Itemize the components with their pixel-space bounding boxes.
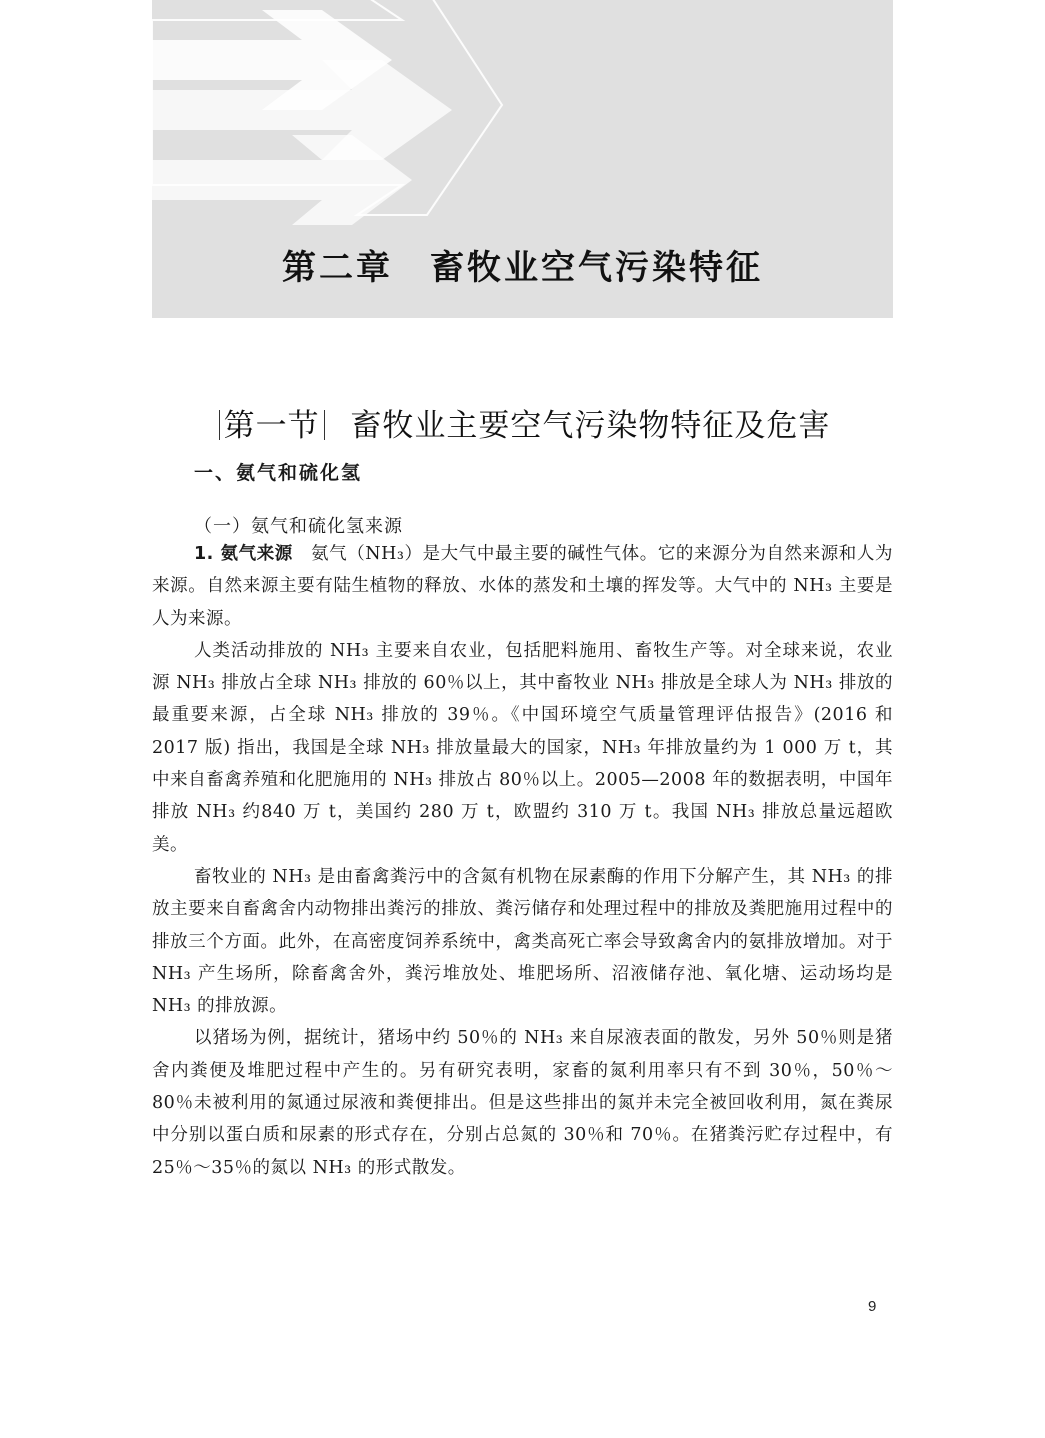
sub-subsection-heading: （一）氨气和硫化氢来源 [194, 516, 403, 537]
paragraph: 以猪场为例，据统计，猪场中约 50％的 NH₃ 来自尿液表面的散发，另外 50％则是猪舍内粪便及堆肥过程中产生的。另有研究表明，家畜的氮利用率只有不到 30％，50％～80％未被利用的氮通过尿液和粪便排出。但是这些排出的氮并未完全被回收利用，氮在粪尿中分别以蛋白质和尿素的形式存在，分别占总氮的 30％和 70％。在猪粪污贮存过程中，有 25％～35％的氮以 NH₃ 的形式散发。 [152, 1028, 893, 1178]
chapter-title: 第二章 畜牧业空气污染特征 [282, 248, 763, 288]
paragraph: 人类活动排放的 NH₃ 主要来自农业，包括肥料施用、畜牧生产等。对全球来说，农业源 NH₃ 排放占全球 NH₃ 排放的 60％以上，其中畜牧业 NH₃ 排放是全球人为 NH₃ 排放的最重要来源，占全球 NH₃ 排放的 39％。《中国环境空气质量管理评估报告》(2016 和 2017 版) 指出，我国是全球 NH₃ 排放量最大的国家，NH₃ 年排放量约为 1 000 万 t，其中来自畜禽养殖和化肥施用的 NH₃ 排放占 80％以上。2005—2008 年的数据表明，中国年排放 NH₃ 约840 万 t，美国约 280 万 t，欧盟约 310 万 t。我国 NH₃ 排放总量远超欧美。 [152, 640, 893, 855]
section-label: 第一节 [223, 408, 320, 444]
paragraph-lead: 1. 氨气来源 [194, 544, 293, 564]
paragraph: 畜牧业的 NH₃ 是由畜禽粪污中的含氮有机物在尿素酶的作用下分解产生，其 NH₃ 的排放主要来自畜禽舍内动物排出粪污的排放、粪污储存和处理过程中的排放及粪肥施用过程中的排放三个方面。此外，在高密度饲养系统中，禽类高死亡率会导致禽舍内的氨排放增加。对于 NH₃ 产生场所，除畜禽舍外，粪污堆放处、堆肥场所、沼液储存池、氧化塘、运动场均是 NH₃ 的排放源。 [152, 866, 893, 1017]
body-text [152, 538, 893, 1184]
page-number: 9 [868, 1298, 877, 1315]
divider [219, 410, 220, 440]
paragraph-text: 氨气（NH₃）是大气中最主要的碱性气体。它的来源分为自然来源和人为来源。自然来源主要有陆生植物的释放、水体的蒸发和土壤的挥发等。大气中的 NH₃ 主要是人为来源。 [152, 544, 893, 629]
chapter-banner [152, 0, 893, 318]
divider [324, 410, 325, 440]
paragraph [152, 538, 893, 635]
section-title: 畜牧业主要空气污染物特征及危害 [350, 408, 831, 444]
section-heading [152, 400, 893, 445]
subsection-heading: 一、氨气和硫化氢 [194, 462, 363, 484]
